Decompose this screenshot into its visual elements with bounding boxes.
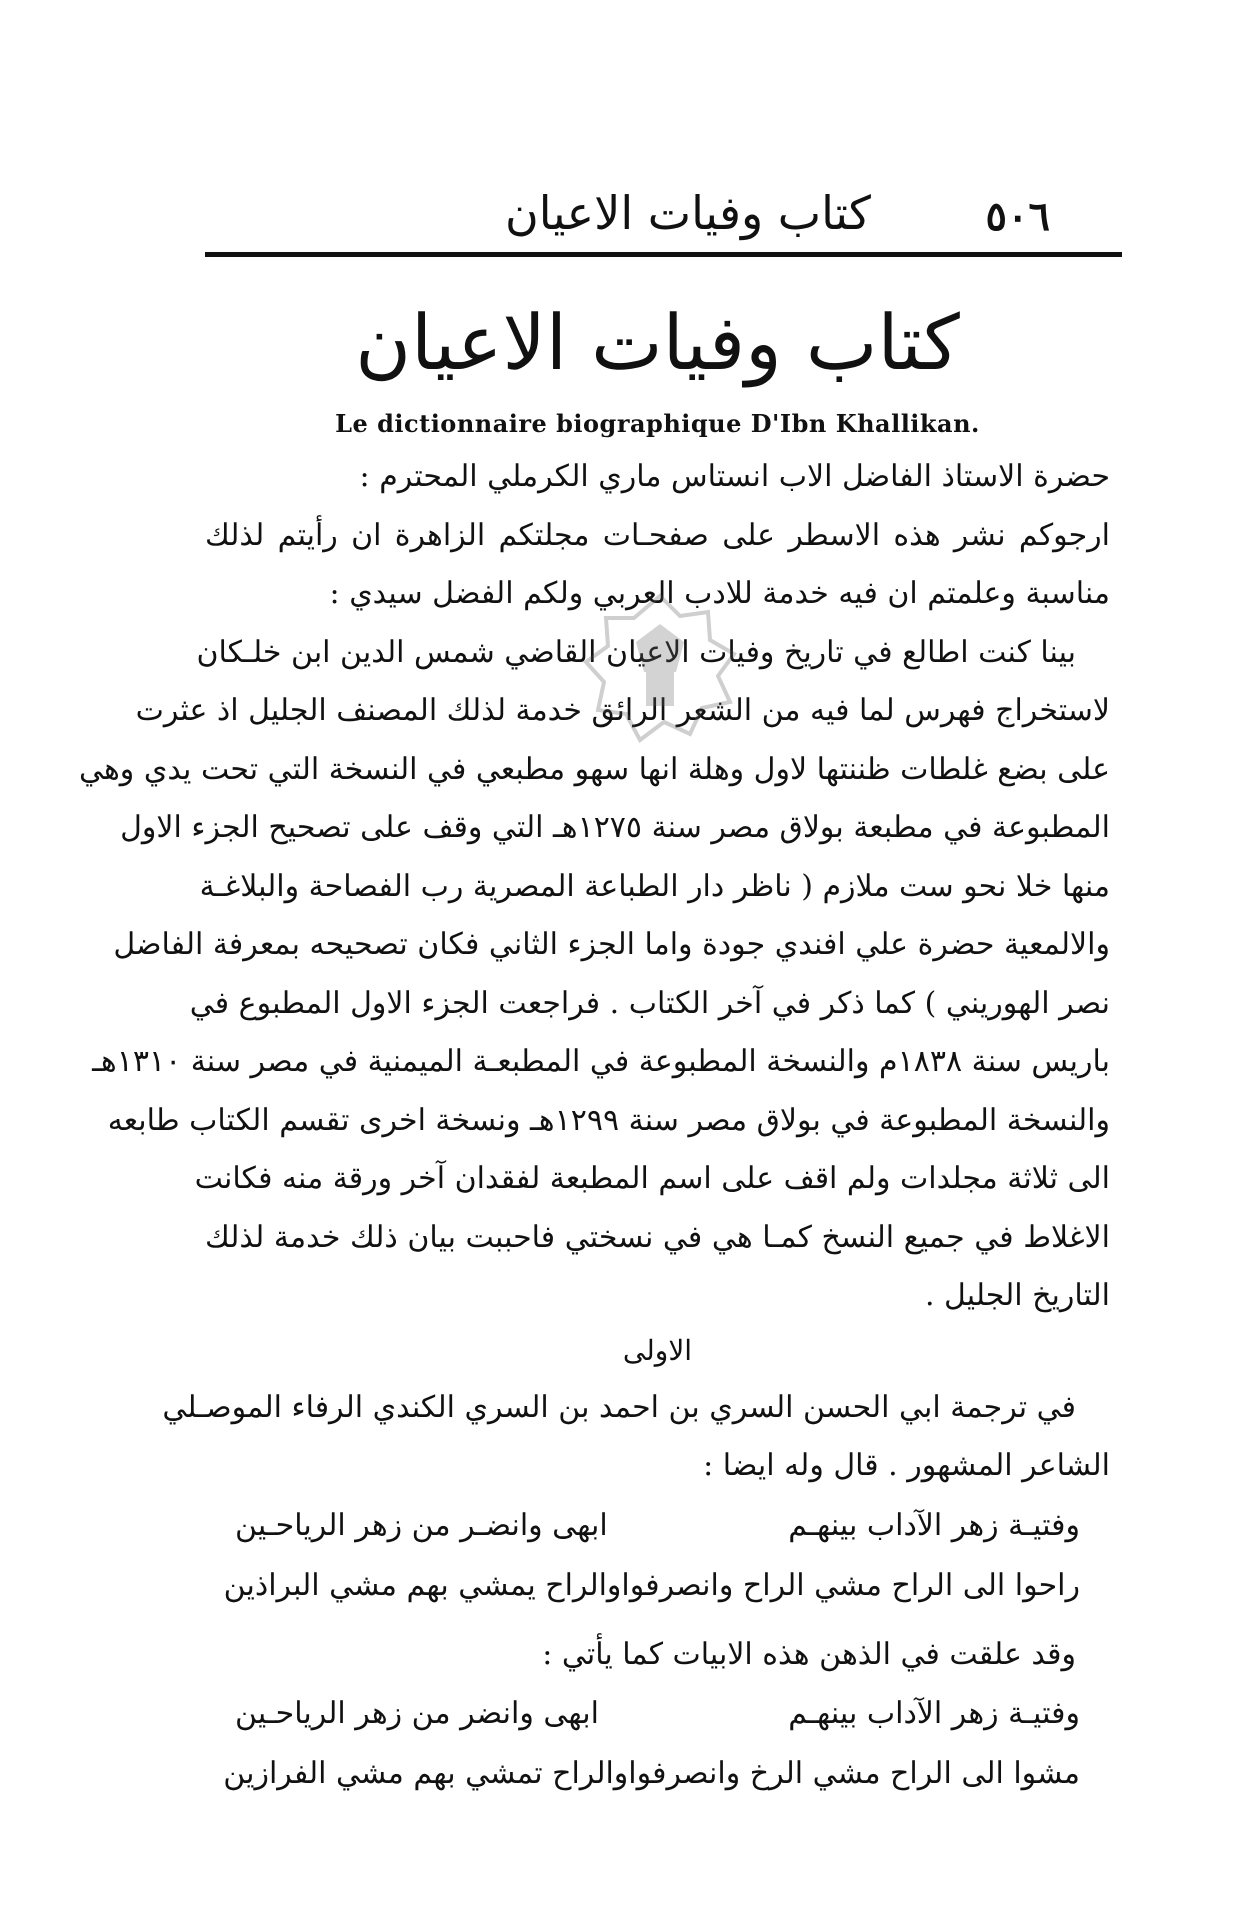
transition bbox=[205, 1626, 1110, 1685]
body-line: التاريخ الجليل . bbox=[924, 1278, 1110, 1313]
verse-block bbox=[223, 1684, 1080, 1804]
body-line: على بضع غلطات ظننتها لاول وهلة انها سهو مطبعي في النسخة التي تحت يدي وهي bbox=[78, 751, 1110, 787]
salutation-line: حضرة الاستاذ الفاضل الاب انستاس ماري الكرملي المحترم : bbox=[359, 459, 1110, 494]
transition-line: وقد علقت في الذهن هذه الابيات كما يأتي : bbox=[542, 1636, 1076, 1672]
verse-hemistich-second: ابهى وانضر من زهر الرياحـين bbox=[235, 1696, 599, 1731]
section-intro bbox=[162, 1379, 1110, 1496]
body-line: منها خلا نحو ست ملازم ( ناظر دار الطباعة المصرية رب الفصاحة والبلاغـة bbox=[199, 868, 1110, 904]
verse-line bbox=[223, 1556, 1080, 1616]
verse-hemistich-first: وفتيـة زهر الآداب بينهـم bbox=[788, 1507, 1080, 1543]
verse-hemistich-second: والراح يمشي بهم مشي البراذين bbox=[223, 1567, 622, 1603]
latin-subtitle: Le dictionnaire biographique D'Ibn Khallikan. bbox=[335, 409, 980, 438]
verse-hemistich-first: مشوا الى الراح مشي الرخ وانصرفوا bbox=[628, 1756, 1080, 1791]
letter-body bbox=[78, 448, 1110, 1326]
body-line: ارجوكم نشر هذه الاسطر على صفحـات مجلتكم الزاهرة ان رأيتم لذلك bbox=[205, 517, 1110, 553]
verse-hemistich-first: راحوا الى الراح مشي الراح وانصرفوا bbox=[621, 1567, 1080, 1603]
body-line: والنسخة المطبوعة في بولاق مصر سنة ١٢٩٩هـ ونسخة اخرى تقسم الكتاب طابعه bbox=[107, 1102, 1110, 1138]
page-number: ٥٠٦ bbox=[985, 193, 1050, 240]
verse-block bbox=[223, 1496, 1080, 1616]
section-heading: الاولى bbox=[622, 1333, 693, 1367]
body-line: نصر الهوريني ) كما ذكر في آخر الكتاب . فراجعت الجزء الاول المطبوع في bbox=[189, 985, 1110, 1021]
header-rule bbox=[205, 252, 1122, 257]
article-title: كتاب وفيات الاعيان bbox=[355, 298, 960, 387]
verse-line bbox=[235, 1496, 1080, 1556]
verse-hemistich-second: والراح تمشي بهم مشي الفرازين bbox=[223, 1756, 629, 1791]
body-line: والالمعية حضرة علي افندي جودة واما الجزء الثاني فكان تصحيحه بمعرفة الفاضل bbox=[113, 927, 1110, 962]
library-seal-watermark-icon bbox=[580, 590, 740, 750]
body-line: باريس سنة ١٨٣٨م والنسخة المطبوعة في المطبعـة الميمنية في مصر سنة ١٣١٠هـ bbox=[92, 1044, 1110, 1079]
section-line: الشاعر المشهور . قال وله ايضا : bbox=[703, 1448, 1110, 1483]
verse-line bbox=[223, 1744, 1080, 1804]
running-title: كتاب وفيات الاعيان bbox=[505, 186, 871, 240]
section-line: في ترجمة ابي الحسن السري بن احمد بن السري الكندي الرفاء الموصـلي bbox=[162, 1389, 1076, 1425]
verse-hemistich-second: ابهى وانضـر من زهر الرياحـين bbox=[235, 1507, 608, 1543]
verse-hemistich-first: وفتيـة زهر الآداب بينهـم bbox=[788, 1696, 1080, 1731]
body-line: المطبوعة في مطبعة بولاق مصر سنة ١٢٧٥هـ التي وقف على تصحيح الجزء الاول bbox=[120, 810, 1110, 845]
running-header bbox=[505, 0, 1050, 240]
body-line: الى ثلاثة مجلدات ولم اقف على اسم المطبعة لفقدان آخر ورقة منه فكانت bbox=[194, 1161, 1110, 1196]
body-line: الاغلاط في جميع النسخ كمـا هي في نسختي فاحببت بيان ذلك خدمة لذلك bbox=[205, 1219, 1110, 1255]
body-line: لاستخراج فهرس لما فيه من الشعر الرائق خدمة لذلك المصنف الجليل اذ عثرت bbox=[135, 693, 1110, 728]
verse-line bbox=[235, 1684, 1080, 1744]
body-line: مناسبة وعلمتم ان فيه خدمة للادب العربي ولكم الفضل سيدي : bbox=[329, 576, 1110, 611]
body-line: بينا كنت اطالع في تاريخ وفيات الاعيان القاضي شمس الدين ابن خلـكان bbox=[196, 634, 1076, 670]
